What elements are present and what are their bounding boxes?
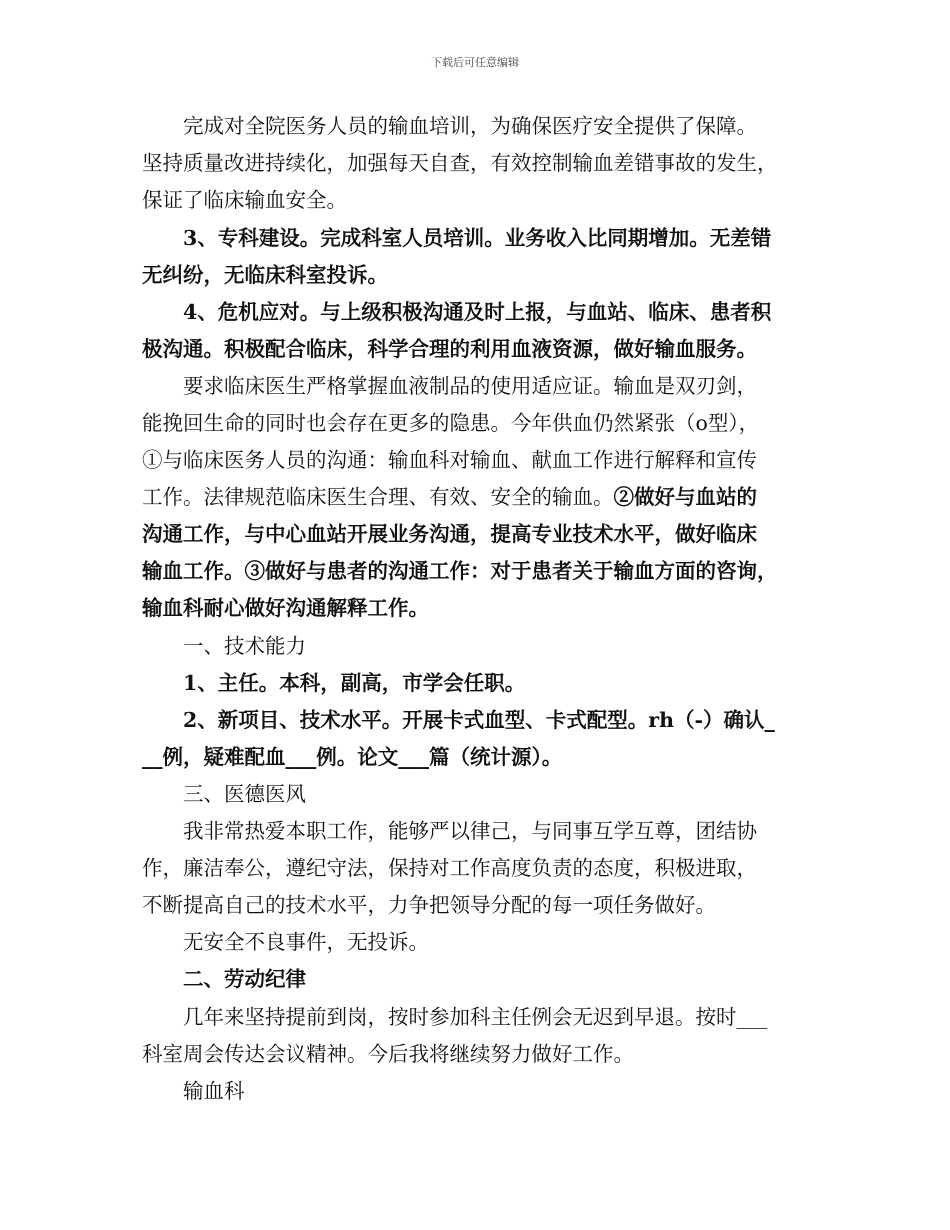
text-line [142,479,757,516]
text-line-content: 要求临床医生严格掌握血液制品的使用适应证。输血是双刃剑， [142,374,757,398]
text-line-content: 工作。法律规范临床医生合理、有效、安全的输血。 [142,485,614,509]
text-line [142,405,759,442]
text-line-content: 几年来坚持提前到岗，按时参加科主任例会无迟到早退。按时___ [142,1005,768,1029]
text-line [142,331,757,368]
text-line-content: 科室周会传达会议精神。今后我将继续努力做好工作。 [142,1042,634,1066]
text-line-content: 一、技术能力 [142,634,306,658]
text-line-content: 我非常热爱本职工作，能够严以律己，与同事互学互尊，团结协 [142,819,757,843]
text-line [142,999,767,1036]
text-line-content: 无安全不良事件，无投诉。 [142,930,429,954]
text-line [142,220,771,257]
text-line [142,850,757,887]
text-line-content: 极沟通。积极配合临床，科学合理的利用血液资源，做好输血服务。 [142,337,757,361]
text-line [142,813,757,850]
text-line-content: 1、主任。本科，副高，市学会任职。 [142,671,526,695]
page-header: 下载后可任意编辑 [431,56,519,69]
text-line-content: 作，廉洁奉公，遵纪守法，保持对工作高度负责的态度，积极进取， [142,856,757,880]
text-line [142,961,306,998]
text-line [142,294,771,331]
text-line [142,739,562,776]
text-line [142,924,429,961]
text-line [142,442,757,479]
text-line-content: 2、新项目、技术水平。开展卡式血型、卡式配型。rh（-）确认_ [142,708,775,732]
text-line-content: 保证了临床输血安全。 [142,188,347,212]
text-line [142,1036,634,1073]
text-line-content: ①与临床医务人员的沟通：输血科对输血、献血工作进行解释和宣传 [142,448,757,472]
text-line [142,108,757,145]
text-line [142,702,775,739]
text-line-content: 三、医德医风 [142,782,306,806]
text-line-content: 不断提高自己的技术水平，力争把领导分配的每一项任务做好。 [142,893,716,917]
text-line-content: 4、危机应对。与上级积极沟通及时上报，与血站、临床、患者积 [142,300,772,324]
text-line-content: 无纠纷，无临床科室投诉。 [142,263,388,287]
text-line [142,1073,245,1110]
text-line [142,590,429,627]
text-line-content: 输血科耐心做好沟通解释工作。 [142,596,429,620]
text-line-content: 坚持质量改进持续化，加强每天自查，有效控制输血差错事故的发生， [142,151,778,175]
text-line-content: 完成对全院医务人员的输血培训，为确保医疗安全提供了保障。 [142,114,757,138]
text-line [142,182,347,219]
text-line-content: __例，疑难配血___例。论文___篇（统计源）。 [142,745,563,769]
text-line [142,516,757,553]
text-line [142,257,388,294]
text-line-content: 二、劳动纪律 [142,967,306,991]
text-line [142,145,778,182]
text-line [142,887,716,924]
text-line [142,776,306,813]
text-line [142,553,778,590]
text-line-bold-tail: ②做好与血站的 [613,485,757,509]
text-line-content: 沟通工作，与中心血站开展业务沟通，提高专业技术水平，做好临床 [142,522,757,546]
text-line [142,665,525,702]
text-line-content: 3、专科建设。完成科室人员培训。业务收入比同期增加。无差错 [142,226,772,250]
text-line-content: 能挽回生命的同时也会存在更多的隐患。今年供血仍然紧张（o型）， [142,411,760,435]
text-line [142,628,306,665]
text-line [142,368,757,405]
text-line-content: 输血科 [142,1079,245,1103]
text-line-content: 输血工作。③做好与患者的沟通工作：对于患者关于输血方面的咨询， [142,559,778,583]
